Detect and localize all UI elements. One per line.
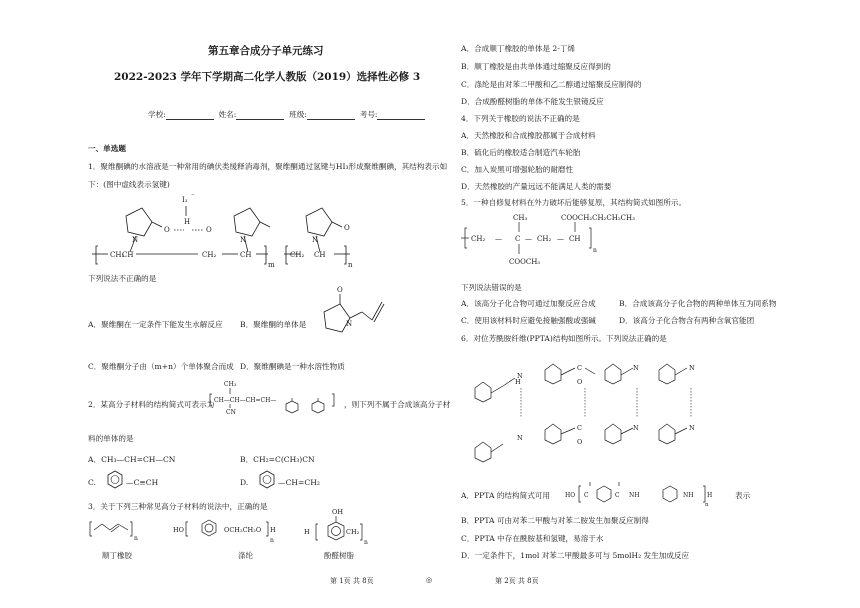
q2-polymer-structure	[208, 380, 340, 416]
n-label-2: N	[240, 236, 247, 244]
worksheet-subtitle: 2022-2023 学年下学期高二化学人教版（2019）选择性必修 3	[114, 71, 421, 83]
ppta-repeat-unit-structure	[565, 482, 733, 508]
q2-option-c-tail: —C≡CH	[126, 478, 159, 487]
dash-2: —	[525, 235, 532, 243]
q6-option-a-tail: 表示	[735, 491, 751, 500]
chain-label: CH—CH—CH=CH—	[214, 397, 277, 404]
repeat-ho: HO	[565, 492, 576, 499]
pet-och2ch2o: OCH₂CH₂O	[224, 526, 262, 534]
q5-polymer-structure	[461, 210, 711, 272]
subscript-m: m	[268, 261, 275, 269]
rubber-n: n	[134, 535, 138, 542]
q3-option-b: B．顺丁橡胶是由共单体通过缩聚反应得到的	[461, 62, 611, 71]
q2-option-b: B．CH₂=C(CH₃)CN	[240, 455, 315, 464]
q2-option-a: A．CH₃—CH=CH—CN	[88, 455, 176, 464]
o-label-3: O	[344, 224, 350, 232]
school-field[interactable]	[166, 111, 214, 120]
q6-option-d: D．一定条件下，1mol 对苯二甲酸最多可与 5molH₂ 发生加成反应	[461, 551, 690, 560]
chain1-nh-1: H	[515, 378, 521, 386]
c-label: C	[515, 235, 521, 243]
q4-option-b: B．硫化后的橡胶适合制造汽车轮胎	[461, 148, 581, 157]
q1-stem-line1: 1．聚维酮碘的水溶液是一种常用的碘伏类缓释消毒剂，聚维酮通过氢键与HI₃形成聚维酮碘，其结构表示如	[88, 162, 448, 171]
i3-charge: ⁻	[191, 192, 195, 200]
n-label-1: N	[132, 236, 139, 244]
q6-stem: 6．对位芳酰胺纤维(PPTA)结构如图所示。下列说法正确的是	[461, 334, 667, 343]
subscript-n: n	[348, 261, 353, 269]
chain1-c: C	[577, 364, 582, 372]
h-label: H	[184, 218, 191, 226]
q4-option-c: C．加入炭黑可增强轮胎的耐磨性	[461, 165, 574, 174]
pf-h: H	[304, 528, 310, 536]
chain2-c: C	[577, 424, 582, 432]
n-label-3: N	[312, 236, 319, 244]
q5-prompt: 下列说法错误的是	[461, 283, 522, 292]
ch2-label-1: CH₂	[471, 235, 486, 243]
q6-option-c: C．PPTA 中存在酰胺基和氢键，易溶于水	[461, 534, 604, 543]
ch-label-1: CH	[122, 251, 134, 259]
repeat-h: H	[707, 492, 713, 499]
exam-number-label: 考号:	[359, 110, 378, 119]
o-label-1: O	[164, 226, 170, 234]
q3-polymer-structures	[88, 508, 398, 562]
q5-option-d: D．该高分子化合物含有两种含氧官能团	[619, 316, 755, 325]
pf-oh: OH	[332, 508, 343, 516]
chain1-n-1: N	[517, 372, 523, 380]
q4-option-a: A．天然橡胶和合成橡胶都属于合成材料	[461, 131, 596, 140]
repeat-c-1: C	[584, 492, 589, 499]
povidone-iodine-structure	[88, 194, 418, 276]
ppta-structure	[465, 348, 785, 472]
ch-label-2: CH	[240, 251, 252, 259]
pet-n: n	[270, 537, 274, 544]
repeat-nh-2: NH	[683, 492, 694, 499]
pet-ho: HO	[173, 526, 184, 534]
cooch3-label: COOCH₃	[509, 258, 541, 266]
cn-label: CN	[226, 409, 236, 416]
class-field[interactable]	[307, 111, 355, 120]
pf-ch2: CH₂	[346, 528, 360, 536]
q3-option-a: A．合成顺丁橡胶的单体是 2-丁烯	[461, 44, 576, 53]
section-heading: 一、单选题	[88, 144, 126, 153]
ch3-label: CH₃	[224, 381, 237, 388]
pet-h: H	[270, 526, 276, 534]
q1-stem-line2: 下：(图中虚线表示氢键)	[88, 180, 170, 189]
class-label: 班级:	[289, 110, 307, 119]
o-label-2: O	[206, 226, 212, 234]
q3-option-c: C．涤纶是由对苯二甲酸和乙二醇通过缩聚反应制得的	[461, 80, 642, 89]
n-label: N	[346, 320, 353, 328]
repeat-n: n	[705, 502, 709, 508]
chain1-n-3: N	[689, 364, 695, 372]
right-page	[455, 0, 860, 608]
ch2-label-2: CH₂	[537, 235, 552, 243]
o-label: O	[337, 286, 343, 294]
name-label: 姓名:	[218, 110, 237, 119]
q3-option-d: D．合成酚醛树脂的单体不能发生银镜反应	[461, 97, 604, 106]
ch-label: CH	[569, 235, 581, 243]
q5-option-c: C．使用该材料时应避免接触强酸或强碱	[461, 316, 596, 325]
subscript-n: n	[593, 247, 597, 254]
q6-option-b: B．PPTA 可由对苯二甲酸与对苯二胺发生加聚反应制得	[461, 516, 649, 525]
chain1-n-2: N	[633, 364, 639, 372]
polymer-name-pet: 涤纶	[238, 551, 253, 560]
q2-stem-tail: ，则下列不属于合成该高分子材	[344, 400, 451, 409]
ch2-label-3: CH₂	[290, 251, 305, 259]
q1-option-b: B．聚维酮的单体是	[240, 320, 307, 329]
ch3-label: CH₃	[513, 214, 528, 222]
q2-option-d: D.	[240, 478, 249, 487]
q3-stem: 3．关于下列三种常见高分子材料的说法中，正确的是	[88, 502, 268, 511]
polymer-name-pf: 酚醛树脂	[324, 551, 354, 560]
q1-prompt: 下列说法不正确的是	[88, 274, 157, 283]
chain1-o: O	[577, 378, 583, 386]
student-info-row	[148, 110, 425, 120]
q4-option-d: D．天然橡胶的产量远远不能满足人类的需要	[461, 182, 612, 191]
ch2-label-2: CH₂	[202, 251, 217, 259]
pf-n: n	[364, 539, 368, 546]
dash-3: —	[557, 235, 564, 243]
benzene-ring-c	[104, 470, 126, 492]
vinylpyrrolidone-structure	[318, 286, 398, 342]
q2-stem: 2．某高分子材料的结构简式可表示为	[88, 400, 215, 409]
q1-option-a: A．聚维酮在一定条件下能发生水解反应	[88, 320, 223, 329]
q5-option-b: B．合成该高分子化合物的两种单体互为同系物	[619, 299, 777, 308]
footer-left-page-number: 第 1页 共 8页	[330, 577, 374, 585]
dash-1: —	[495, 235, 502, 243]
footer-right-page-number: 第 2页 共 8页	[495, 577, 539, 585]
i3-label: I₃	[182, 196, 188, 204]
q2-option-d-tail: —CH=CH₂	[278, 478, 320, 487]
chain2-n-3: N	[689, 424, 695, 432]
q6-option-a: A．PPTA 的结构简式可用	[461, 491, 550, 500]
q1-option-d: D．聚维酮碘是一种水溶性物质	[240, 362, 345, 371]
q1-option-c: C．聚维酮分子由（m+n）个单体聚合而成	[88, 362, 234, 371]
q4-stem: 4．下列关于橡胶的说法不正确的是	[461, 114, 580, 123]
q5-stem: 5．一种自修复材料在外力破坏后能够复原，其结构简式如图所示。	[461, 198, 687, 207]
chain2-n-2: N	[633, 424, 639, 432]
ch2-label-1: CH₂	[110, 251, 125, 259]
q5-option-a: A．该高分子化合物可通过加聚反应合成	[461, 299, 596, 308]
chain2-n-1: N	[517, 434, 523, 442]
polymer-name-rubber: 顺丁橡胶	[102, 551, 132, 560]
worksheet-title: 第五章合成分子单元练习	[208, 45, 324, 57]
q2-stem-line2: 料的单体的是	[88, 434, 134, 443]
q2-option-c: C.	[88, 478, 96, 487]
exam-number-field[interactable]	[377, 111, 425, 120]
ch-label-3: CH	[314, 251, 326, 259]
repeat-c-2: C	[615, 492, 620, 499]
benzene-ring-d	[256, 470, 278, 492]
repeat-nh-1: NH	[629, 492, 640, 499]
cooch2-label: COOCH₂CH₂CH₂CH₃	[561, 214, 635, 222]
footer-separator: ◎	[426, 576, 433, 584]
chain2-o: O	[577, 438, 583, 446]
school-label: 学校:	[148, 110, 166, 119]
name-field[interactable]	[236, 111, 284, 120]
